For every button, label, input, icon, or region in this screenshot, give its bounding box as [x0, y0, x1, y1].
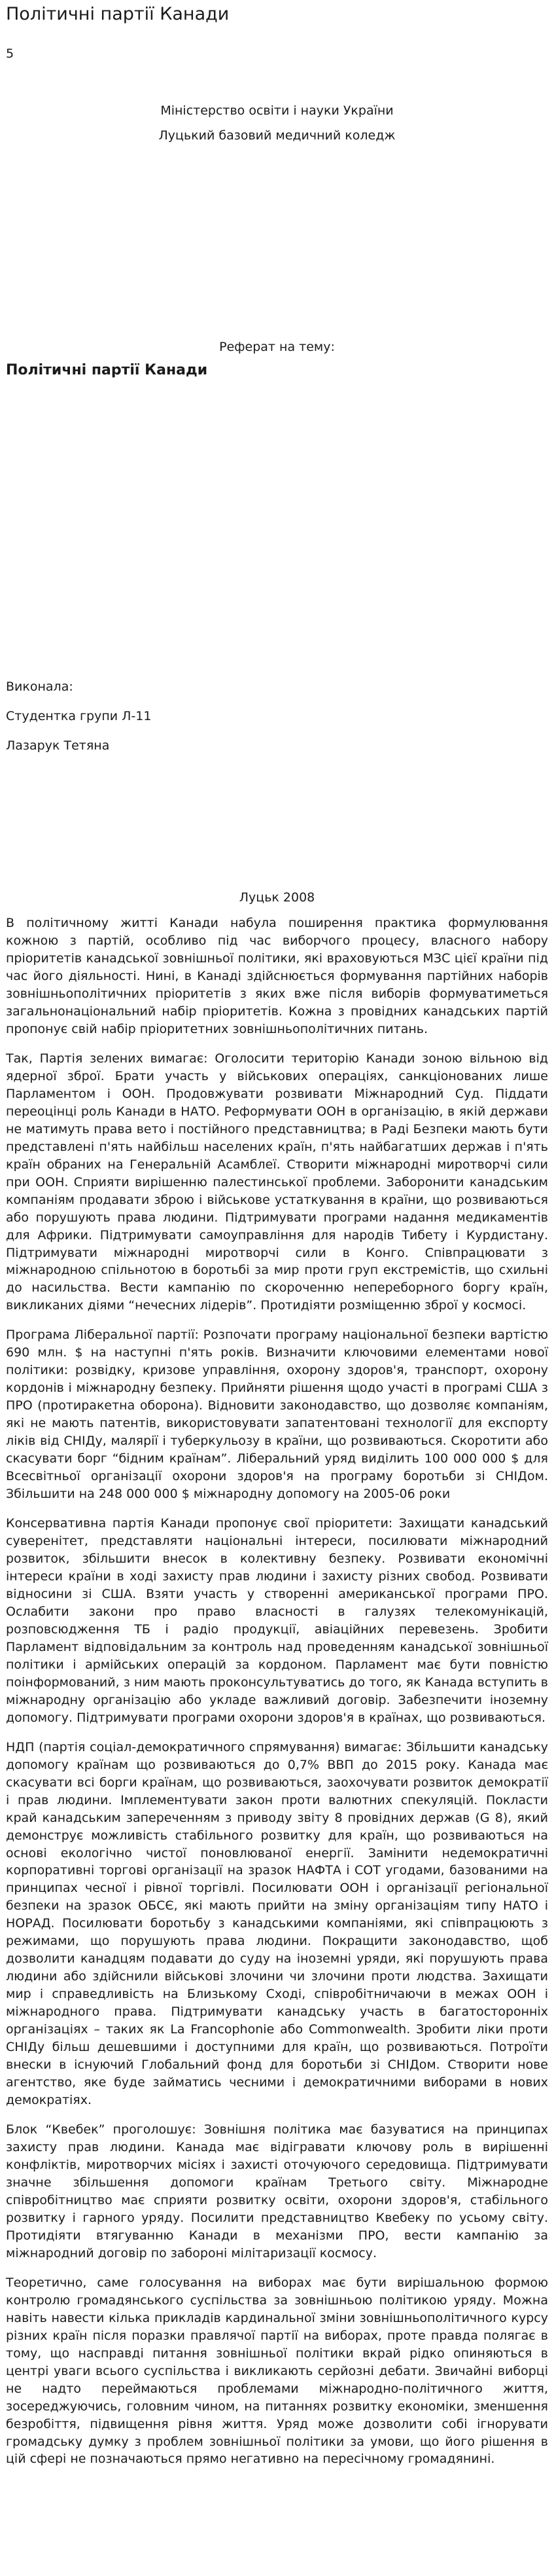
- paragraph-bloc-quebecois: Блок “Квебек” проголошує: Зовнішня політика має базуватися на принципах захисту прав людини. Канада має відігравати ключову роль в вирішенні конфліктів, миротворчих місіях і захисті оточуючого середовища. Підтримувати значне збільшення допомоги країнам Третього світу. Міжнародне співробітництво має сприяти розвитку освіти, охорони здоров'я, стабільного розвитку і гарного уряду. Посилити представництво Квебеку по усьому світу. Протидіяти втягуванню Канади в механізми ПРО, вести кампанію за міжнародний договір по забороні мілітаризації космосу.: [6, 2122, 548, 2260]
- ministry-name: Міністерство освіти і науки України: [160, 103, 394, 118]
- performed-by-label: Виконала:: [6, 680, 73, 695]
- student-name: Лазарук Тетяна: [6, 738, 110, 753]
- paragraph-ndp: НДП (партія соціал-демократичного спрямування) вимагає: Збільшити канадську допомогу країнам що розвиваються до 0,7% ВВП до 2015 року. Канада має скасувати всі борги країнам, що розвиваються, заохочувати розвиток демократії і прав людини. Імплементувати закон проти валютних спекуляцій. Покласти край канадським запереченням з приводу звіту 8 провідних держав (G 8), який демонструє можливість стабільного розвитку для країн, що розвиваються на основі екологічно чистої поновлюваної енергії. Замінити недемократичні корпоративні торгові організації на зразок НАФТА і СОТ угодами, базованими на принципах чесної і рівної торгівлі. Посилювати ООН і організації регіональної безпеки на зразок ОБСЄ, які мають прийти на зміну організаціям типу НАТО і НОРАД. Посилювати боротьбу з канадськими компаніями, які співпрацюють з режимами, що порушують права людини. Покращити законодавство, щоб дозволити канадцям подавати до суду на іноземні уряди, які порушують права людини або здійснили військові злочини чи злочини проти людства. Захищати мир і справедливість на Близькому Сході, співробітничаючи в межах ООН і міжнародного права. Підтримувати канадську участь в багатосторонніх організаціях – таких як La Francophonie або Commonwealth. Зробити ліки проти СНІДу більш дешевшими і доступними для країн, що розвиваються. Потроїти внески в існуючий Глобальний фонд для боротьби зі СНІДом. Створити нове агентство, яке буде займатись чесними і демократичними виборами в нових демократіях.: [6, 1739, 548, 2108]
- city-year: Луцьк 2008: [239, 890, 315, 905]
- paragraph-elections-theory: Теоретично, саме голосування на виборах має бути вирішальною формою контролю громадянського суспільства за зовнішньою політикою уряду. Можна навіть навести кілька прикладів кардинальної зміни зовнішньополітичного курсу різних країн після поразки правлячої партії на виборах, проте правда полягає в тому, що насправді питання зовнішньої політики вкрай рідко опиняються в центрі уваги всього суспільства і викликають серйозні дебати. Звичайні виборці не надто переймаються проблемами міжнародно-політичного життя, зосереджуючись, головним чином, на питаннях розвитку економіки, зменшення безробіття, підвищення рівня життя. Уряд може дозволити собі ігнорувати громадську думку з проблем зовнішньої політики за умови, що його рішення в цій сфері не позначаються прямо негативно на пересічному громадянині.: [6, 2275, 548, 2467]
- work-title: Політичні партії Канади: [6, 361, 208, 378]
- student-group: Студентка групи Л-11: [6, 709, 152, 724]
- document-title: Політичні партії Канади: [6, 4, 230, 24]
- report-label: Реферат на тему:: [219, 340, 335, 354]
- paragraph-green-party: Так, Партія зелених вимагає: Оголосити територію Канади зоною вільною від ядерної зброї. Брати участь у військових операціях, санкціонованих лише Парламентом і ООН. Продовжувати розвивати Міжнародний Суд. Піддати переоцінці роль Канади в НАТО. Реформувати ООН в організацію, в якій держави не матимуть права вето і постійного представництва; в Раді Безпеки мають бути представлені п'ять найбільш населених країн, п'ять найбагатших держав і п'ять країн обраних на Генеральній Асамблеї. Створити міжнародні миротворчі сили при ООН. Сприяти вирішенню палестинської проблеми. Заборонити канадським компаніям продавати зброю і військове устаткування в країни, що розвиваються або порушують права людини. Підтримувати програми надання медикаментів для Африки. Підтримувати самоуправління для народів Тибету і Курдистану. Підтримувати міжнародні миротворчі сили в Конго. Співпрацювати з міжнародною спільнотою в боротьбі за мир проти груп екстремістів, що схильні до насильства. Вести кампанію по скороченню непереборного боргу країн, викликаних діями “нечесних лідерів”. Протидіяти розміщенню зброї у космосі.: [6, 1051, 548, 1313]
- page-number: 5: [6, 46, 14, 62]
- paragraph-liberal-party: Програма Ліберальної партії: Розпочати програму національної безпеки вартістю 690 млн. $ на наступні п'ять років. Визначити ключовими елементами нової політики: розвідку, кризове управління, охорону здоров'я, транспорт, охорону кордонів і міжнародну безпеку. Прийняти рішення щодо участі в програмі США з ПРО (протиракетна оборона). Відновити законодавство, що дозволяє компаніям, які не мають патентів, використовувати запатентовані технології для експорту ліків від СНІДу, малярії і туберкульозу в країни, що розвиваються. Скоротити або скасувати борг “бідним країнам”. Ліберальний уряд виділить 100 000 000 $ для Всесвітньої організації охорони здоров'я на програму боротьби зі СНІДом. Збільшити на 248 000 000 $ міжнародну допомогу на 2005-06 роки: [6, 1328, 548, 1502]
- paragraph-intro: В політичному житті Канади набула поширення практика формулювання кожною з партій, особливо під час виборчого процесу, власного набору пріоритетів канадської зовнішньої політики, які враховуються МЗС цієї країни під час його діяльності. Нині, в Канаді здійснюється формування партійних наборів зовнішньополітичних пріоритетів з яких вже після виборів формуватиметься загальнонаціональний набір пріоритетів. Кожна з провідних канадських партій пропонує свій набір пріоритетних зовнішньополітичних питань.: [6, 916, 548, 1036]
- article-body: [6, 915, 548, 2468]
- college-name: Луцький базовий медичний коледж: [158, 128, 396, 143]
- paragraph-conservative-party: Консервативна партія Канади пропонує свої пріоритети: Захищати канадський суверенітет, представляти національні інтереси, посилювати міжнародний розвиток, збільшити внесок в колективну безпеку. Розвивати економічні інтереси країни в ході захисту прав людини і захисту різних свобод. Розвивати відносини зі США. Взяти участь у створенні американської програми ПРО. Ослабити закони про право власності в галузях телекомунікацій, розповсюдження ТБ і радіо продукції, авіаційних перевезень. Зробити Парламент відповідальним за контроль над проведенням канадської зовнішньої політики і армійських операцій за кордоном. Парламент має бути повністю поінформований, з ним мають проконсультуватись до того, як Канада вступить в міжнародну організацію або укладе важливий договір. Забезпечити іноземну допомогу. Підтримувати програми охорони здоров'я в країнах, що розвиваються.: [6, 1516, 548, 1725]
